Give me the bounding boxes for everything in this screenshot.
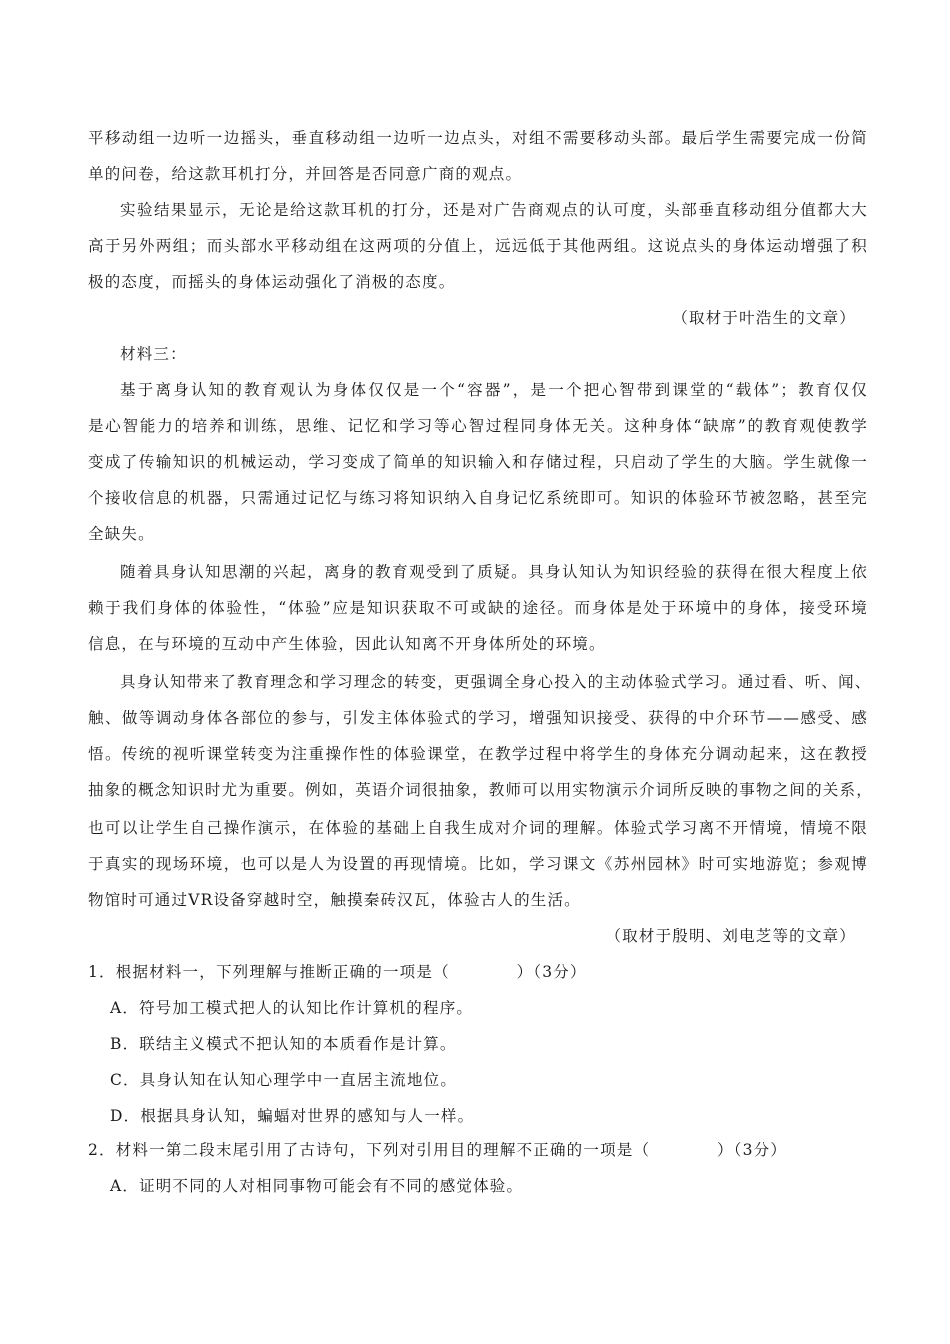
question-1-stem: 1．根据材料一，下列理解与推断正确的一项是（ ）（3分） xyxy=(88,963,587,981)
question-1-option-b: B．联结主义模式不把认知的本质看作是计算。 xyxy=(110,1035,457,1053)
question-1-option-c: C．具身认知在认知心理学中一直居主流地位。 xyxy=(110,1071,458,1089)
paragraph-line: 全缺失。 xyxy=(88,525,155,543)
paragraph-line: 变成了传输知识的机械运动，学习变成了简单的知识输入和存储过程，只启动了学生的大脑。学生就像一 xyxy=(88,453,868,471)
question-2-stem: 2．材料一第二段末尾引用了古诗句，下列对引用目的理解不正确的一项是（ ）（3分） xyxy=(88,1141,788,1159)
paragraph-line: 个接收信息的机器，只需通过记忆与练习将知识纳入自身记忆系统即可。知识的体验环节被忽略，甚至完 xyxy=(88,489,868,507)
material-heading: 材料三： xyxy=(120,345,187,363)
paragraph-line: 极的态度，而摇头的身体运动强化了消极的态度。 xyxy=(88,273,456,291)
question-2-option-a: A．证明不同的人对相同事物可能会有不同的感觉体验。 xyxy=(110,1177,524,1195)
source-citation: （取材于叶浩生的文章） xyxy=(672,309,856,327)
source-citation: （取材于殷明、刘电芝等的文章） xyxy=(605,927,856,945)
paragraph-line: 于真实的现场环境，也可以是人为设置的再现情境。比如，学习课文《苏州园林》时可实地游览；参观博 xyxy=(88,855,868,873)
paragraph-line: 也可以让学生自己操作演示，在体验的基础上自我生成对介词的理解。体验式学习离不开情境，情境不限 xyxy=(88,819,868,837)
paragraph-line: 随着具身认知思潮的兴起，离身的教育观受到了质疑。具身认知认为知识经验的获得在很大程度上依 xyxy=(120,563,868,581)
paragraph-line: 单的问卷，给这款耳机打分，并回答是否同意广商的观点。 xyxy=(88,165,523,183)
paragraph-line: 高于另外两组；而头部水平移动组在这两项的分值上，远远低于其他两组。这说点头的身体运动增强了积 xyxy=(88,237,868,255)
paragraph-line: 具身认知带来了教育理念和学习理念的转变，更强调全身心投入的主动体验式学习。通过看、听、闻、 xyxy=(120,673,872,691)
question-1-option-d: D．根据具身认知，蝙蝠对世界的感知与人一样。 xyxy=(110,1107,475,1125)
paragraph-line: 基于离身认知的教育观认为身体仅仅是一个“容器”，是一个把心智带到课堂的“载体”；教育仅仅 xyxy=(120,381,868,399)
paragraph-line: 物馆时可通过VR设备穿越时空，触摸秦砖汉瓦，体验古人的生活。 xyxy=(88,891,581,909)
paragraph-line: 赖于我们身体的体验性，“体验”应是知识获取不可或缺的途径。而身体是处于环境中的身体，接受环境 xyxy=(88,599,868,617)
question-1-option-a: A．符号加工模式把人的认知比作计算机的程序。 xyxy=(110,999,474,1017)
paragraph-line: 悟。传统的视听课堂转变为注重操作性的体验课堂，在教学过程中将学生的身体充分调动起来，这在教授 xyxy=(88,745,868,763)
paragraph-line: 实验结果显示，无论是给这款耳机的打分，还是对广告商观点的认可度，头部垂直移动组分值都大大 xyxy=(120,201,868,219)
paragraph-line: 平移动组一边听一边摇头，垂直移动组一边听一边点头，对组不需要移动头部。最后学生需要完成一份简 xyxy=(88,129,868,147)
paragraph-line: 信息，在与环境的互动中产生体验，因此认知离不开身体所处的环境。 xyxy=(88,635,606,653)
paragraph-line: 触、做等调动身体各部位的参与，引发主体体验式的学习，增强知识接受、获得的中介环节——感受、感 xyxy=(88,709,868,727)
paragraph-line: 是心智能力的培养和训练，思维、记忆和学习等心智过程同身体无关。这种身体“缺席”的教育观使教学 xyxy=(88,417,868,435)
paragraph-line: 抽象的概念知识时尤为重要。例如，英语介词很抽象，教师可以用实物演示介词所反映的事物之间的关系， xyxy=(88,781,873,799)
